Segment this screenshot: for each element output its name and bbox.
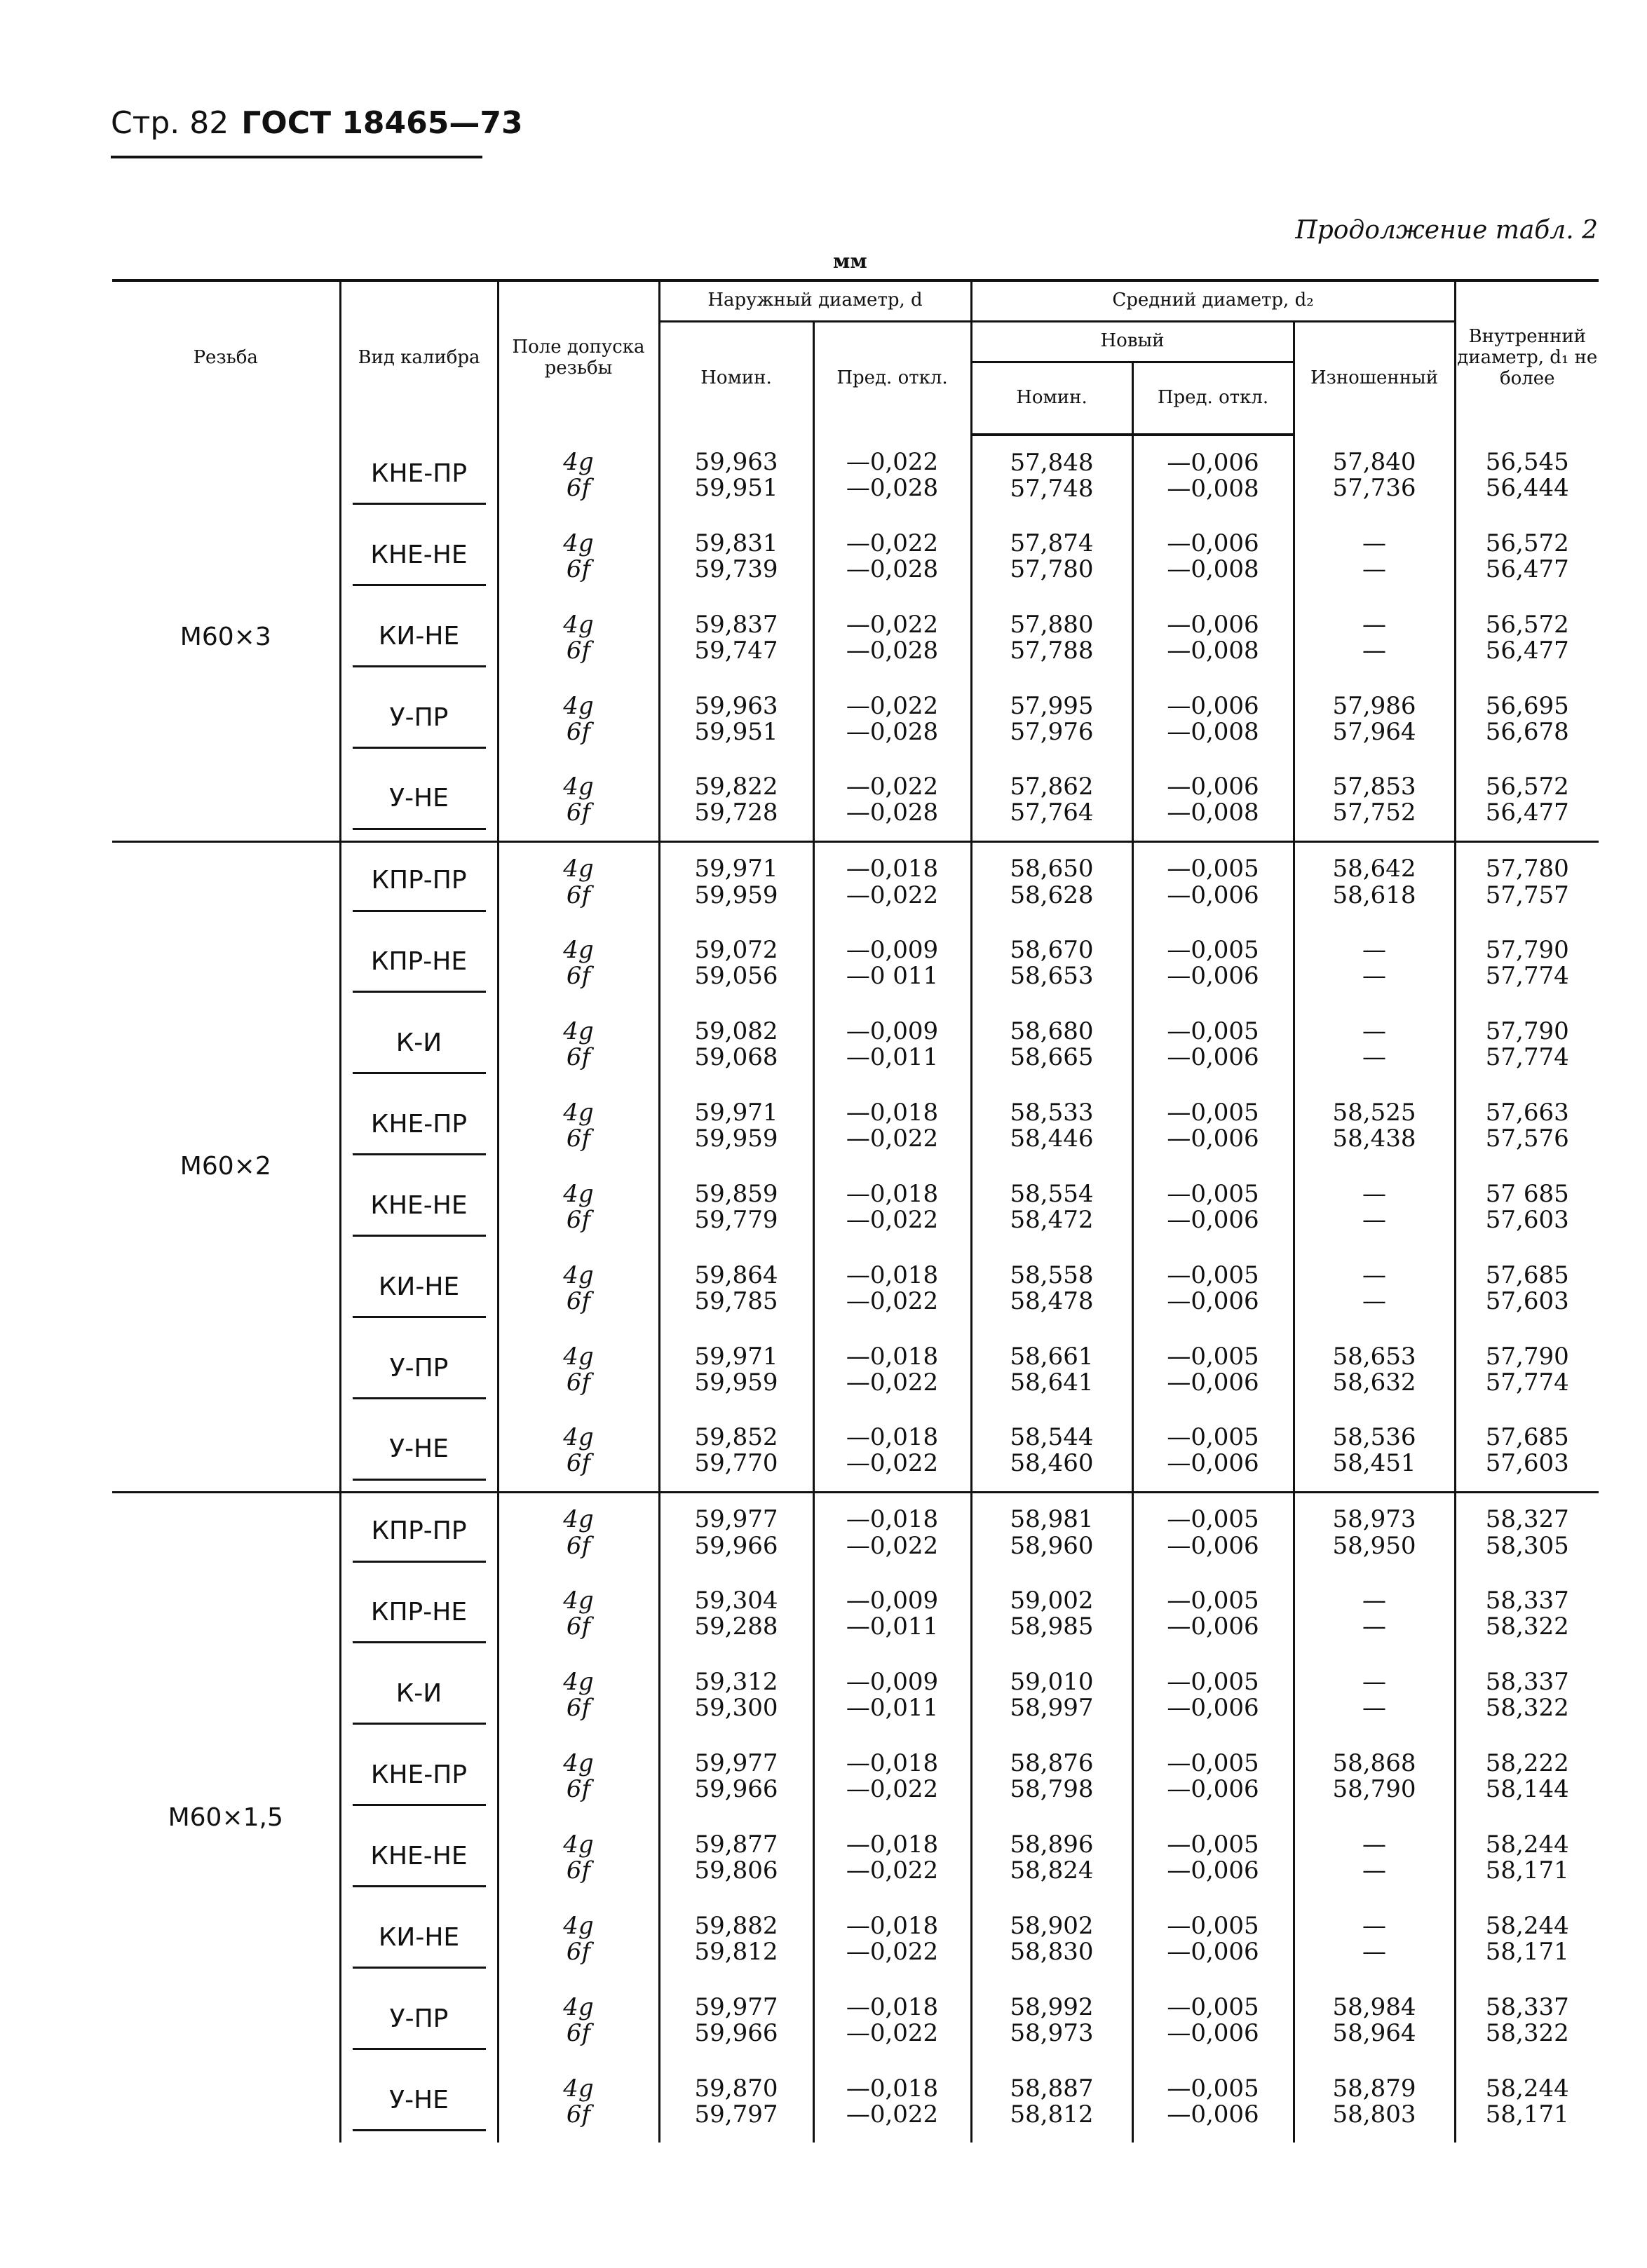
cell-d-nom: 59,837 59,747 xyxy=(659,597,813,679)
cell-d-dev: —0,018 —0,022 xyxy=(813,1899,971,1980)
header-rule xyxy=(111,156,482,158)
cell-worn: 58,879 58,803 xyxy=(1294,2061,1455,2143)
tolerance-field: 4g 6f xyxy=(498,1655,659,1736)
gauge-type-cell xyxy=(340,841,498,923)
cell-d1: 58,337 58,322 xyxy=(1455,1573,1599,1655)
cell-d-dev: —0,022 —0,028 xyxy=(813,679,971,760)
cell-d2-nom: 59,002 58,985 xyxy=(971,1573,1132,1655)
page-header xyxy=(111,105,523,141)
gauge-type-cell xyxy=(340,2061,498,2143)
cell-d-dev: —0,018 —0,022 xyxy=(813,2061,971,2143)
gauge-type-cell xyxy=(340,1004,498,1085)
cell-worn: 57,853 57,752 xyxy=(1294,760,1455,841)
gauge-type-cell xyxy=(340,516,498,597)
cell-d2-nom: 57,995 57,976 xyxy=(971,679,1132,760)
cell-d-dev: —0,022 —0,028 xyxy=(813,516,971,597)
cell-d1: 58,244 58,171 xyxy=(1455,1899,1599,1980)
tolerance-field: 4g 6f xyxy=(498,1167,659,1248)
thread-designation: M60×1,5 xyxy=(112,1492,340,2143)
cell-d2-dev: —0,005 —0,006 xyxy=(1132,1736,1294,1817)
cell-d2-nom: 58,533 58,446 xyxy=(971,1085,1132,1167)
cell-d-nom: 59,852 59,770 xyxy=(659,1411,813,1492)
cell-d-nom: 59,971 59,959 xyxy=(659,841,813,923)
cell-worn: — — xyxy=(1294,1004,1455,1085)
gauge-type-cell xyxy=(340,679,498,760)
cell-d2-dev: —0,005 —0,006 xyxy=(1132,1411,1294,1492)
gauge-type-cell xyxy=(340,435,498,516)
cell-d-nom: 59,304 59,288 xyxy=(659,1573,813,1655)
gauge-type: КНЕ-НЕ xyxy=(353,1178,486,1237)
cell-d2-dev: —0,005 —0,006 xyxy=(1132,841,1294,923)
cell-worn: 58,984 58,964 xyxy=(1294,1980,1455,2061)
gauge-type: К-И xyxy=(353,1666,486,1725)
cell-d-nom: 59,072 59,056 xyxy=(659,923,813,1004)
cell-d-dev: —0,018 —0,022 xyxy=(813,1492,971,1573)
tolerance-field: 4g 6f xyxy=(498,923,659,1004)
cell-d-dev: —0,022 —0,028 xyxy=(813,597,971,679)
cell-d-dev: —0,018 —0,022 xyxy=(813,1411,971,1492)
cell-d-dev: —0,018 —0,022 xyxy=(813,1329,971,1411)
col-gauge: Вид калибра xyxy=(340,280,498,435)
cell-d1: 57,780 57,757 xyxy=(1455,841,1599,923)
unit-label: мм xyxy=(833,250,867,273)
cell-d1: 58,327 58,305 xyxy=(1455,1492,1599,1573)
gauge-type-cell xyxy=(340,1085,498,1167)
cell-d2-dev: —0,005 —0,006 xyxy=(1132,1085,1294,1167)
cell-d2-dev: —0,005 —0,006 xyxy=(1132,1899,1294,1980)
cell-d-dev: —0,009 —0 011 xyxy=(813,923,971,1004)
cell-d1: 58,244 58,171 xyxy=(1455,2061,1599,2143)
cell-d-dev: —0,009 —0,011 xyxy=(813,1004,971,1085)
standard-title: ГОСТ 18465—73 xyxy=(241,105,523,141)
cell-d1: 57,685 57,603 xyxy=(1455,1248,1599,1329)
col-tolerance: Поле допуска резьбы xyxy=(498,280,659,435)
col-pitch-nominal: Номин. xyxy=(971,362,1132,435)
tolerance-field: 4g 6f xyxy=(498,1329,659,1411)
cell-d2-dev: —0,006 —0,008 xyxy=(1132,435,1294,516)
gauge-type-cell xyxy=(340,1899,498,1980)
gauge-type: У-ПР xyxy=(353,690,486,749)
gauge-type-cell xyxy=(340,760,498,841)
cell-d-nom: 59,822 59,728 xyxy=(659,760,813,841)
cell-d-dev: —0,018 —0,022 xyxy=(813,1980,971,2061)
cell-d2-nom: 58,670 58,653 xyxy=(971,923,1132,1004)
cell-d2-dev: —0,006 —0,008 xyxy=(1132,760,1294,841)
cell-d2-dev: —0,005 —0,006 xyxy=(1132,1329,1294,1411)
page-number: Стр. 82 xyxy=(111,105,229,141)
cell-d-nom: 59,977 59,966 xyxy=(659,1980,813,2061)
col-outer-diameter: Наружный диаметр, d xyxy=(659,280,971,321)
tolerance-field: 4g 6f xyxy=(498,1736,659,1817)
cell-worn: 57,986 57,964 xyxy=(1294,679,1455,760)
cell-d1: 58,337 58,322 xyxy=(1455,1980,1599,2061)
cell-d1: 56,545 56,444 xyxy=(1455,435,1599,516)
cell-d2-dev: —0,006 —0,008 xyxy=(1132,597,1294,679)
table-row xyxy=(112,1492,1599,1573)
col-thread: Резьба xyxy=(112,280,340,435)
cell-d-nom: 59,312 59,300 xyxy=(659,1655,813,1736)
gauge-type-cell xyxy=(340,1573,498,1655)
cell-worn: — — xyxy=(1294,1899,1455,1980)
gauge-type-cell xyxy=(340,923,498,1004)
gauge-type: КПР-НЕ xyxy=(353,934,486,993)
gauge-type: У-НЕ xyxy=(353,1421,486,1481)
tolerance-field: 4g 6f xyxy=(498,1085,659,1167)
gauge-type-cell xyxy=(340,1167,498,1248)
cell-d2-nom: 57,880 57,788 xyxy=(971,597,1132,679)
cell-d2-dev: —0,005 —0,006 xyxy=(1132,2061,1294,2143)
cell-d-nom: 59,963 59,951 xyxy=(659,679,813,760)
gauge-type-cell xyxy=(340,1980,498,2061)
cell-worn: — — xyxy=(1294,1655,1455,1736)
cell-d-dev: —0,022 —0,028 xyxy=(813,760,971,841)
cell-d-dev: —0,018 —0,022 xyxy=(813,1817,971,1899)
cell-d2-nom: 59,010 58,997 xyxy=(971,1655,1132,1736)
gauge-type: У-НЕ xyxy=(353,2072,486,2132)
cell-worn: 57,840 57,736 xyxy=(1294,435,1455,516)
cell-d-nom: 59,870 59,797 xyxy=(659,2061,813,2143)
cell-d2-dev: —0,006 —0,008 xyxy=(1132,679,1294,760)
col-new: Новый xyxy=(971,321,1294,362)
cell-d1: 57,790 57,774 xyxy=(1455,1004,1599,1085)
cell-worn: 58,973 58,950 xyxy=(1294,1492,1455,1573)
gauge-type: КИ-НЕ xyxy=(353,609,486,668)
thread-designation: M60×2 xyxy=(112,841,340,1492)
cell-worn: 58,653 58,632 xyxy=(1294,1329,1455,1411)
cell-d2-nom: 58,896 58,824 xyxy=(971,1817,1132,1899)
cell-d2-nom: 57,874 57,780 xyxy=(971,516,1132,597)
tolerance-field: 4g 6f xyxy=(498,1248,659,1329)
gauge-type: КИ-НЕ xyxy=(353,1259,486,1319)
cell-d2-nom: 58,876 58,798 xyxy=(971,1736,1132,1817)
cell-d1: 57,790 57,774 xyxy=(1455,1329,1599,1411)
cell-d1: 56,572 56,477 xyxy=(1455,760,1599,841)
tolerance-field: 4g 6f xyxy=(498,1492,659,1573)
gauge-type: КНЕ-НЕ xyxy=(353,527,486,587)
cell-d2-dev: —0,005 —0,006 xyxy=(1132,1817,1294,1899)
cell-d-dev: —0,009 —0,011 xyxy=(813,1655,971,1736)
cell-d2-dev: —0,005 —0,006 xyxy=(1132,923,1294,1004)
cell-worn: — — xyxy=(1294,1167,1455,1248)
gauge-type-cell xyxy=(340,1329,498,1411)
cell-d2-dev: —0,005 —0,006 xyxy=(1132,1492,1294,1573)
cell-d-nom: 59,971 59,959 xyxy=(659,1085,813,1167)
cell-d2-dev: —0,005 —0,006 xyxy=(1132,1980,1294,2061)
cell-d2-nom: 58,992 58,973 xyxy=(971,1980,1132,2061)
gauge-type-cell xyxy=(340,1736,498,1817)
cell-d-nom: 59,963 59,951 xyxy=(659,435,813,516)
table-continuation-label: Продолжение табл. 2 xyxy=(1295,216,1598,245)
cell-d-dev: —0,018 —0,022 xyxy=(813,841,971,923)
cell-d1: 58,244 58,171 xyxy=(1455,1817,1599,1899)
cell-d-nom: 59,864 59,785 xyxy=(659,1248,813,1329)
cell-d-nom: 59,971 59,959 xyxy=(659,1329,813,1411)
cell-d-nom: 59,882 59,812 xyxy=(659,1899,813,1980)
col-pitch-deviation: Пред. откл. xyxy=(1132,362,1294,435)
tolerance-field: 4g 6f xyxy=(498,841,659,923)
col-pitch-diameter: Средний диаметр, d₂ xyxy=(971,280,1455,321)
thread-designation: M60×3 xyxy=(179,623,271,652)
tolerance-field: 4g 6f xyxy=(498,1411,659,1492)
cell-d-dev: —0,022 —0,028 xyxy=(813,435,971,516)
tolerance-field: 4g 6f xyxy=(498,1004,659,1085)
cell-worn: — — xyxy=(1294,1573,1455,1655)
tolerance-field: 4g 6f xyxy=(498,1817,659,1899)
cell-worn: — — xyxy=(1294,516,1455,597)
cell-d-nom: 59,977 59,966 xyxy=(659,1736,813,1817)
cell-d2-nom: 57,848 57,748 xyxy=(971,435,1132,516)
cell-d-nom: 59,082 59,068 xyxy=(659,1004,813,1085)
cell-worn: — — xyxy=(1294,923,1455,1004)
cell-d1: 57,685 57,603 xyxy=(1455,1411,1599,1492)
cell-d-dev: —0,018 —0,022 xyxy=(813,1085,971,1167)
gauge-type-cell xyxy=(340,1817,498,1899)
cell-d-nom: 59,859 59,779 xyxy=(659,1167,813,1248)
tolerance-field: 4g 6f xyxy=(498,516,659,597)
cell-d-nom: 59,831 59,739 xyxy=(659,516,813,597)
cell-d-dev: —0,018 —0,022 xyxy=(813,1167,971,1248)
gauge-type: КПР-ПР xyxy=(353,1503,486,1563)
cell-worn: 58,868 58,790 xyxy=(1294,1736,1455,1817)
cell-d2-nom: 58,650 58,628 xyxy=(971,841,1132,923)
table-row xyxy=(112,435,1599,516)
gauge-type: КНЕ-ПР xyxy=(353,446,486,505)
tolerance-field: 4g 6f xyxy=(498,2061,659,2143)
gauge-type: КПР-ПР xyxy=(353,853,486,912)
cell-d2-nom: 58,661 58,641 xyxy=(971,1329,1132,1411)
col-outer-deviation: Пред. откл. xyxy=(813,321,971,435)
table-header xyxy=(112,280,1599,435)
cell-d1: 56,695 56,678 xyxy=(1455,679,1599,760)
cell-d-dev: —0,009 —0,011 xyxy=(813,1573,971,1655)
gauge-type: КПР-НЕ xyxy=(353,1584,486,1644)
cell-worn: — — xyxy=(1294,1817,1455,1899)
gauge-type-cell xyxy=(340,1492,498,1573)
cell-d2-dev: —0,005 —0,006 xyxy=(1132,1655,1294,1736)
gauge-type: У-ПР xyxy=(353,1340,486,1400)
cell-worn: — — xyxy=(1294,597,1455,679)
cell-d2-dev: —0,005 —0,006 xyxy=(1132,1248,1294,1329)
gauge-type-cell xyxy=(340,1411,498,1492)
gauge-type: К-И xyxy=(353,1015,486,1075)
tolerance-field: 4g 6f xyxy=(498,1573,659,1655)
tolerance-field: 4g 6f xyxy=(498,435,659,516)
cell-worn: 58,536 58,451 xyxy=(1294,1411,1455,1492)
gauge-type: КИ-НЕ xyxy=(353,1910,486,1969)
table-row xyxy=(112,841,1599,923)
gauge-type: КНЕ-ПР xyxy=(353,1096,486,1156)
cell-d2-nom: 57,862 57,764 xyxy=(971,760,1132,841)
cell-worn: 58,525 58,438 xyxy=(1294,1085,1455,1167)
tolerance-field: 4g 6f xyxy=(498,1980,659,2061)
tolerance-field: 4g 6f xyxy=(498,679,659,760)
cell-d2-nom: 58,902 58,830 xyxy=(971,1899,1132,1980)
col-worn: Изношенный xyxy=(1294,321,1455,435)
cell-d2-nom: 58,887 58,812 xyxy=(971,2061,1132,2143)
col-inner-diameter: Внутренний диаметр, d₁ не более xyxy=(1455,280,1599,435)
gauge-type-cell xyxy=(340,1248,498,1329)
cell-d1: 58,222 58,144 xyxy=(1455,1736,1599,1817)
cell-d2-dev: —0,005 —0,006 xyxy=(1132,1004,1294,1085)
cell-d1: 56,572 56,477 xyxy=(1455,516,1599,597)
cell-d2-dev: —0,005 —0,006 xyxy=(1132,1573,1294,1655)
cell-d1: 58,337 58,322 xyxy=(1455,1655,1599,1736)
gauge-type: У-ПР xyxy=(353,1991,486,2051)
cell-d2-dev: —0,005 —0,006 xyxy=(1132,1167,1294,1248)
cell-d1: 57,663 57,576 xyxy=(1455,1085,1599,1167)
cell-d-nom: 59,877 59,806 xyxy=(659,1817,813,1899)
cell-d2-nom: 58,558 58,478 xyxy=(971,1248,1132,1329)
table-body xyxy=(112,435,1599,2143)
cell-worn: — — xyxy=(1294,1248,1455,1329)
cell-d2-nom: 58,554 58,472 xyxy=(971,1167,1132,1248)
gauge-type: КНЕ-НЕ xyxy=(353,1828,486,1888)
cell-d2-nom: 58,544 58,460 xyxy=(971,1411,1132,1492)
tolerance-field: 4g 6f xyxy=(498,1899,659,1980)
cell-worn: 58,642 58,618 xyxy=(1294,841,1455,923)
cell-d2-dev: —0,006 —0,008 xyxy=(1132,516,1294,597)
gauge-type: КНЕ-ПР xyxy=(353,1747,486,1807)
gauge-type-cell xyxy=(340,597,498,679)
cell-d1: 57 685 57,603 xyxy=(1455,1167,1599,1248)
gauge-type: У-НЕ xyxy=(353,770,486,830)
tolerance-field: 4g 6f xyxy=(498,597,659,679)
cell-d2-nom: 58,981 58,960 xyxy=(971,1492,1132,1573)
cell-d2-nom: 58,680 58,665 xyxy=(971,1004,1132,1085)
cell-d-dev: —0,018 —0,022 xyxy=(813,1736,971,1817)
col-outer-nominal: Номин. xyxy=(659,321,813,435)
cell-d1: 56,572 56,477 xyxy=(1455,597,1599,679)
thread-gauge-table xyxy=(112,279,1599,2143)
cell-d1: 57,790 57,774 xyxy=(1455,923,1599,1004)
cell-d-dev: —0,018 —0,022 xyxy=(813,1248,971,1329)
gauge-type-cell xyxy=(340,1655,498,1736)
cell-d-nom: 59,977 59,966 xyxy=(659,1492,813,1573)
tolerance-field: 4g 6f xyxy=(498,760,659,841)
